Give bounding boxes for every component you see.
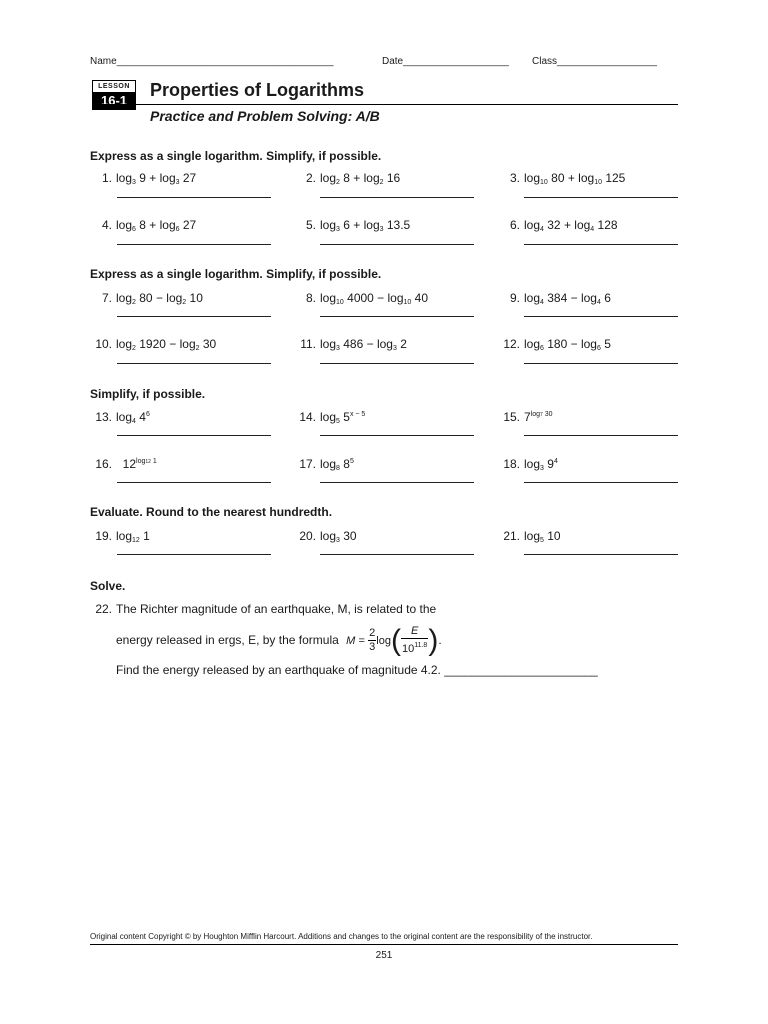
log-text: log <box>116 171 133 185</box>
term-text: 9 <box>543 457 554 471</box>
term-text: 6 + log <box>339 218 380 232</box>
log-base: 3 <box>132 179 136 186</box>
log-base: 3 <box>336 345 340 352</box>
answer-blank-3[interactable] <box>524 197 678 198</box>
answer-blank-13[interactable] <box>117 435 271 436</box>
inner-den-exponent: 11.8 <box>414 642 428 650</box>
log-text: log <box>320 337 337 351</box>
answer-blank-22[interactable]: _______________________ <box>444 663 598 677</box>
exponent-log-base: 12 <box>145 459 151 465</box>
exponent-log: log <box>530 411 541 418</box>
term-text: 13.5 <box>383 218 411 232</box>
log-base: 3 <box>336 226 340 233</box>
fraction-numerator: 2 <box>369 627 376 640</box>
term-text: 4 <box>135 410 146 424</box>
term-text: 10 <box>543 529 561 543</box>
problem-16 <box>86 457 157 471</box>
problem-5 <box>290 218 410 233</box>
right-paren-icon: ) <box>428 623 439 657</box>
log-base: 6 <box>132 226 136 233</box>
log-base: 10 <box>336 299 344 306</box>
problem-number: 1. <box>101 171 112 185</box>
problem-number: 20. <box>299 529 316 543</box>
lesson-label: LESSON <box>92 80 136 92</box>
problem-9 <box>494 291 611 306</box>
log-text: log <box>320 291 337 305</box>
log-base: 2 <box>379 179 384 186</box>
term-text: 16 <box>383 171 401 185</box>
problem-number: 9. <box>509 291 520 305</box>
log-base: 6 <box>175 226 180 233</box>
inner-numerator: E <box>401 625 428 639</box>
answer-blank-10[interactable] <box>117 363 271 364</box>
term-text: 80 + log <box>547 171 595 185</box>
log-text: log <box>116 410 133 424</box>
log-base: 6 <box>540 345 544 352</box>
problem-number: 13. <box>95 410 112 424</box>
log-base: 3 <box>175 179 180 186</box>
log-base: 2 <box>132 299 136 306</box>
term-text: 27 <box>179 171 197 185</box>
name-blank: _______________________________________ <box>116 56 334 67</box>
answer-blank-4[interactable] <box>117 244 271 245</box>
problem-number: 3. <box>509 171 520 185</box>
log-base: 3 <box>392 345 397 352</box>
log-text: log <box>320 529 337 543</box>
date-blank: ___________________ <box>403 56 509 67</box>
answer-blank-5[interactable] <box>320 244 474 245</box>
term-text: 10 <box>186 291 203 305</box>
footer-divider <box>90 944 678 945</box>
problem-text: The Richter magnitude of an earthquake, M, is related to the <box>116 602 437 616</box>
exponent-log: log <box>136 458 146 465</box>
problem-13 <box>86 410 150 425</box>
term-text: 27 <box>179 218 197 232</box>
left-paren-icon: ( <box>390 623 401 657</box>
problem-10 <box>86 337 216 352</box>
problem-number: 17. <box>299 457 316 471</box>
log-base: 12 <box>132 537 140 544</box>
term-text: 5 <box>600 337 611 351</box>
log-base: 2 <box>336 179 340 186</box>
exponent-arg: 1 <box>150 458 157 465</box>
answer-blank-21[interactable] <box>524 554 678 555</box>
section-heading-2: Express as a single logarithm. Simplify, if possible. <box>90 267 382 281</box>
problem-6 <box>494 218 618 233</box>
inner-denominator <box>401 639 428 656</box>
term-text: 80 − log <box>135 291 183 305</box>
section-heading-4: Evaluate. Round to the nearest hundredth. <box>90 505 333 519</box>
log-base: 2 <box>195 345 200 352</box>
problem-number: 19. <box>95 529 112 543</box>
term-text: 128 <box>594 218 618 232</box>
answer-blank-12[interactable] <box>524 363 678 364</box>
term-text: 125 <box>601 171 626 185</box>
log-base: 2 <box>182 299 187 306</box>
fraction-denominator: 3 <box>369 641 376 654</box>
log-base: 3 <box>379 226 384 233</box>
problem-12 <box>494 337 611 352</box>
log-base: 10 <box>540 179 548 186</box>
copyright-footer: Original content Copyright © by Houghton Mifflin Harcourt. Additions and changes to the original content are the responsibility of the instructor. <box>90 932 593 941</box>
log-text: log <box>116 291 133 305</box>
problem-20 <box>290 529 357 544</box>
class-blank: __________________ <box>557 56 658 67</box>
problem-number: 11. <box>300 337 316 351</box>
log-base: 6 <box>596 345 601 352</box>
answer-blank-19[interactable] <box>117 554 271 555</box>
section-heading-1: Express as a single logarithm. Simplify, if possible. <box>90 149 382 163</box>
problem-3 <box>494 171 625 186</box>
problem-number: 15. <box>503 410 520 424</box>
problem-number: 10. <box>95 337 112 351</box>
problem-text: energy released in ergs, E, by the formula <box>116 633 339 647</box>
title-divider <box>92 104 678 105</box>
log-text: log <box>524 171 541 185</box>
term-text: 5 <box>339 410 350 424</box>
problem-number: 6. <box>509 218 520 232</box>
problem-4 <box>86 218 196 233</box>
problem-number: 21. <box>503 529 520 543</box>
date-label: Date <box>382 56 404 67</box>
base-text: 7 <box>524 410 531 424</box>
page-number: 251 <box>375 950 393 961</box>
term-text: 30 <box>339 529 357 543</box>
answer-blank-15[interactable] <box>524 435 678 436</box>
problem-14 <box>290 410 365 425</box>
inner-den-base: 10 <box>401 643 415 656</box>
problem-number: 8. <box>305 291 316 305</box>
log-text: log <box>524 218 541 232</box>
term-text: 8 + log <box>135 218 176 232</box>
exponent-log-base: 7 <box>540 412 543 418</box>
exponent <box>136 458 157 465</box>
formula-period: . <box>438 633 442 647</box>
name-field[interactable] <box>90 56 334 67</box>
problem-number: 16. <box>95 457 112 471</box>
answer-blank-7[interactable] <box>117 316 271 317</box>
log-text: log <box>320 218 337 232</box>
problem-7 <box>86 291 203 306</box>
log-text: log <box>320 171 337 185</box>
term-text: 4000 − log <box>343 291 404 305</box>
problem-1 <box>86 171 196 186</box>
answer-blank-11[interactable] <box>320 363 474 364</box>
problem-22-line-1 <box>86 602 436 616</box>
answer-blank-9[interactable] <box>524 316 678 317</box>
problem-18 <box>494 457 558 472</box>
term-text: 9 + log <box>135 171 176 185</box>
base-text: 12 <box>122 457 137 471</box>
log-text: log <box>320 457 337 471</box>
problem-number: 7. <box>101 291 112 305</box>
lesson-number: 16-1 <box>92 92 136 110</box>
answer-blank-2[interactable] <box>320 197 474 198</box>
name-label: Name <box>90 56 117 67</box>
term-text: 30 <box>199 337 217 351</box>
term-text: 486 − log <box>339 337 393 351</box>
class-field[interactable] <box>532 56 657 67</box>
term-text: 6 <box>600 291 611 305</box>
log-text: log <box>116 529 133 543</box>
log-base: 4 <box>132 418 136 425</box>
problem-number: 18. <box>503 457 520 471</box>
log-text: log <box>524 529 541 543</box>
log-base: 4 <box>590 226 595 233</box>
page-title: Properties of Logarithms <box>150 80 365 100</box>
term-text: 32 + log <box>543 218 591 232</box>
problem-2 <box>290 171 400 186</box>
exponent: 5 <box>349 458 354 465</box>
problem-8 <box>290 291 428 306</box>
answer-blank-20[interactable] <box>320 554 474 555</box>
formula-lhs: M = <box>346 635 365 647</box>
log-base: 3 <box>540 465 544 472</box>
section-heading-5: Solve. <box>90 579 126 593</box>
term-text: 180 − log <box>543 337 597 351</box>
problem-22-line-3 <box>116 663 598 677</box>
answer-blank-17[interactable] <box>320 482 474 483</box>
problem-number: 12. <box>503 337 520 351</box>
log-base: 8 <box>336 465 340 472</box>
answer-blank-8[interactable] <box>320 316 474 317</box>
log-base: 5 <box>540 537 544 544</box>
term-text: 2 <box>396 337 407 351</box>
problem-21 <box>494 529 561 544</box>
problem-number: 2. <box>305 171 316 185</box>
formula-inner-fraction <box>401 625 428 656</box>
problem-number: 5. <box>305 218 316 232</box>
log-base: 10 <box>594 179 602 186</box>
log-text: log <box>524 457 541 471</box>
formula-log: log <box>376 635 391 647</box>
answer-blank-16[interactable] <box>117 482 271 483</box>
answer-blank-14[interactable] <box>320 435 474 436</box>
exponent: 4 <box>553 458 558 465</box>
term-text: 8 + log <box>339 171 380 185</box>
page-subtitle: Practice and Problem Solving: A/B <box>150 108 380 124</box>
log-base: 3 <box>336 537 340 544</box>
date-field[interactable] <box>382 56 509 67</box>
log-base: 2 <box>132 345 136 352</box>
exponent <box>531 411 553 418</box>
problem-17 <box>290 457 354 472</box>
problem-19 <box>86 529 150 544</box>
log-base: 4 <box>540 226 544 233</box>
answer-blank-1[interactable] <box>117 197 271 198</box>
log-text: log <box>524 337 541 351</box>
problem-number: 4. <box>101 218 112 232</box>
log-text: log <box>524 291 541 305</box>
answer-blank-6[interactable] <box>524 244 678 245</box>
problem-number: 22. <box>95 602 112 616</box>
log-base: 4 <box>596 299 601 306</box>
log-base: 5 <box>336 418 340 425</box>
exponent: x − 5 <box>349 411 366 418</box>
term-text: 1920 − log <box>135 337 196 351</box>
problem-15 <box>494 410 553 424</box>
log-base: 10 <box>403 299 412 306</box>
class-label: Class <box>532 56 558 67</box>
problem-11 <box>290 337 407 352</box>
problem-22-line-2 <box>116 620 442 660</box>
log-text: log <box>116 337 133 351</box>
term-text: 40 <box>411 291 429 305</box>
term-text: 1 <box>139 529 150 543</box>
lesson-badge <box>92 80 136 110</box>
log-text: log <box>320 410 337 424</box>
problem-text: Find the energy released by an earthquake of magnitude 4.2. <box>116 663 441 677</box>
log-text: log <box>116 218 133 232</box>
exponent: 6 <box>145 411 150 418</box>
log-base: 4 <box>540 299 544 306</box>
term-text: 384 − log <box>543 291 597 305</box>
exponent-arg: 30 <box>542 411 553 418</box>
problem-number: 14. <box>299 410 316 424</box>
section-heading-3: Simplify, if possible. <box>90 387 206 401</box>
term-text: 8 <box>339 457 350 471</box>
answer-blank-18[interactable] <box>524 482 678 483</box>
